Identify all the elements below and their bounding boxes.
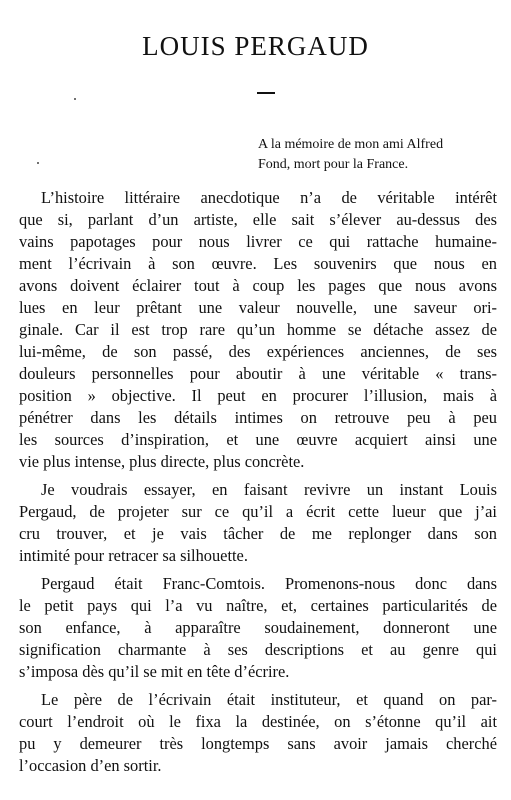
text-line: douleurs personnelles pour aboutir à une véritable « trans-: [19, 364, 497, 383]
text-line: pu y demeurer très longtemps sans avoir jamais cherché: [19, 734, 497, 753]
text-line: cru trouver, et je vais tâcher de me replonger dans son: [19, 524, 497, 543]
text-line: le petit pays qui l’a vu naître, et, certaines particularités de: [19, 596, 497, 615]
text-line: pénétrer dans les détails intimes on retrouve peu à peu: [19, 408, 497, 427]
text-line: L’histoire littéraire anecdotique n’a de véritable intérêt: [41, 188, 497, 207]
paragraph: [19, 187, 497, 473]
dedication-line: A la mémoire de mon ami Alfred: [258, 137, 444, 152]
text-line: que si, parlant d’un artiste, elle sait s’élever au-dessus des: [19, 210, 497, 229]
chapter-title: LOUIS PERGAUD: [142, 31, 369, 61]
paragraph: [19, 689, 497, 777]
text-line: son enfance, à apparaître soudainement, donneront une: [19, 618, 497, 637]
body-text: [19, 187, 497, 777]
dedication: [258, 135, 503, 175]
text-line: vie plus intense, plus directe, plus concrète.: [19, 452, 305, 471]
text-line: ginale. Car il est trop rare qu’un homme se détache assez de: [19, 320, 497, 339]
text-line: Pergaud était Franc-Comtois. Promenons-nous donc dans: [41, 574, 497, 593]
text-line: Le père de l’écrivain était instituteur, et quand on par-: [41, 690, 497, 709]
text-line: l’occasion d’en sortir.: [19, 756, 162, 775]
text-line: signification charmante à ses descriptions et au genre qui: [19, 640, 497, 659]
text-line: position » objective. Il peut en procurer l’illusion, mais à: [19, 386, 497, 405]
text-line: lui-même, de son passé, des expériences anciennes, de ses: [19, 342, 497, 361]
text-line: court l’endroit où le fixa la destinée, on s’étonne qu’il ait: [19, 712, 497, 731]
text-line: vains papotages pour nous livrer ce qui rattache humaine-: [19, 232, 497, 251]
text-line: ment l’écrivain à son œuvre. Les souvenirs que nous en: [19, 254, 497, 273]
paragraph: [19, 479, 497, 567]
title-rule: [257, 92, 275, 94]
text-line: intimité pour retracer sa silhouette.: [19, 546, 248, 565]
text-line: lues en leur prêtant une valeur nouvelle, une saveur ori-: [19, 298, 497, 317]
page-speck: [74, 98, 76, 100]
text-line: les sources d’inspiration, et une œuvre acquiert ainsi une: [19, 430, 497, 449]
text-line: avons doivent éclairer tout à coup les pages que nous avons: [19, 276, 497, 295]
text-line: s’imposa dès qu’il se mit en tête d’écrire.: [19, 662, 290, 681]
text-line: Pergaud, de projeter sur ce qu’il a écrit cette lueur que j’ai: [19, 502, 497, 521]
dedication-line: Fond, mort pour la France.: [258, 157, 409, 172]
text-line: Je voudrais essayer, en faisant revivre un instant Louis: [41, 480, 497, 499]
paragraph: [19, 573, 497, 683]
page-speck: [37, 162, 39, 164]
